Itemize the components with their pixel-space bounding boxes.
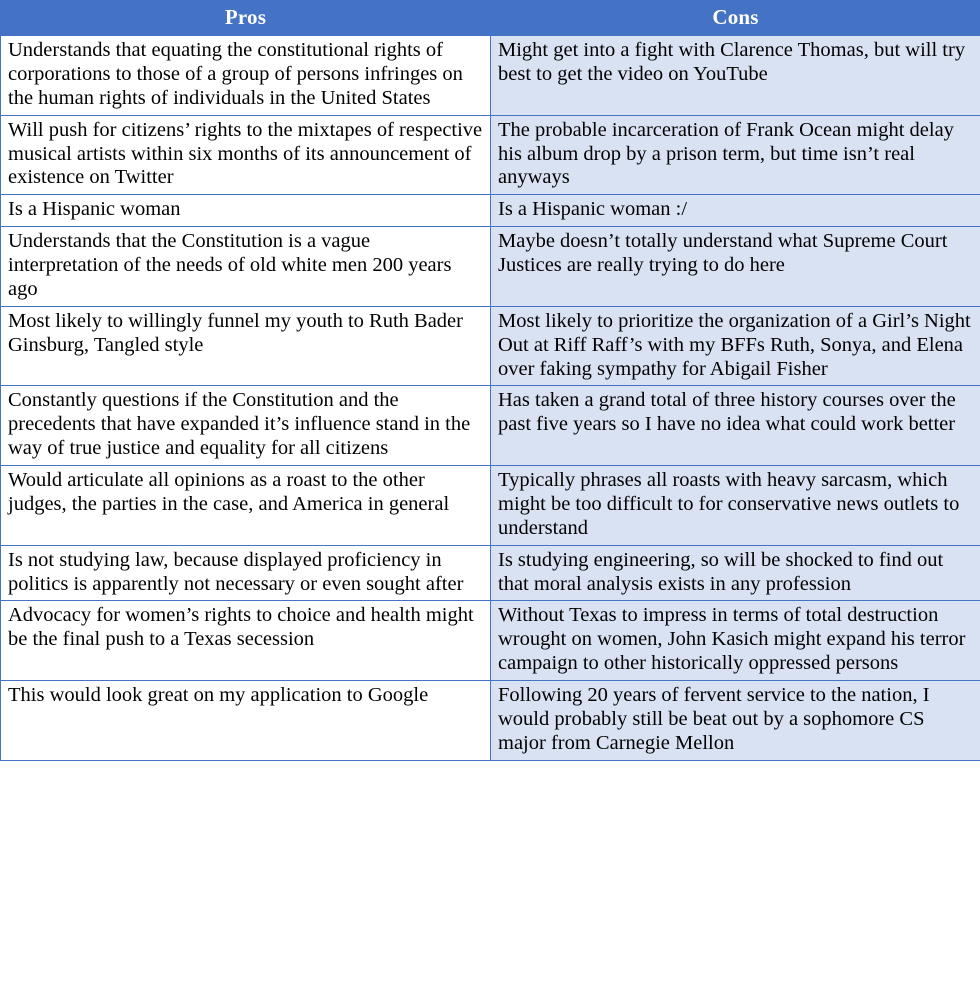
cell-cons: The probable incarceration of Frank Ocean might delay his album drop by a prison term, but time isn’t real anyways xyxy=(491,115,980,195)
cell-cons: Typically phrases all roasts with heavy sarcasm, which might be too difficult to for conservative news outlets to understand xyxy=(491,466,980,546)
cell-pros: Would articulate all opinions as a roast to the other judges, the parties in the case, and America in general xyxy=(1,466,491,546)
table-row xyxy=(1,386,980,466)
table-row xyxy=(1,545,980,601)
table-body xyxy=(1,36,980,761)
column-header-cons: Cons xyxy=(491,1,980,36)
cell-cons: Is studying engineering, so will be shocked to find out that moral analysis exists in any profession xyxy=(491,545,980,601)
table-row xyxy=(1,306,980,386)
table-header-row xyxy=(1,1,980,36)
cell-pros: Will push for citizens’ rights to the mixtapes of respective musical artists within six months of its announcement of existence on Twitter xyxy=(1,115,491,195)
cell-cons: Has taken a grand total of three history courses over the past five years so I have no idea what could work better xyxy=(491,386,980,466)
cell-cons: Following 20 years of fervent service to the nation, I would probably still be beat out by a sophomore CS major from Carnegie Mellon xyxy=(491,681,980,761)
cell-pros: Advocacy for women’s rights to choice and health might be the final push to a Texas secession xyxy=(1,601,491,681)
table-row xyxy=(1,681,980,761)
cell-pros: Understands that the Constitution is a vague interpretation of the needs of old white men 200 years ago xyxy=(1,227,491,307)
cell-cons: Maybe doesn’t totally understand what Supreme Court Justices are really trying to do here xyxy=(491,227,980,307)
cell-cons: Might get into a fight with Clarence Thomas, but will try best to get the video on YouTube xyxy=(491,36,980,116)
cell-cons: Without Texas to impress in terms of total destruction wrought on women, John Kasich might expand his terror campaign to other historically oppressed persons xyxy=(491,601,980,681)
table-row xyxy=(1,466,980,546)
cell-cons: Most likely to prioritize the organization of a Girl’s Night Out at Riff Raff’s with my BFFs Ruth, Sonya, and Elena over faking sympathy for Abigail Fisher xyxy=(491,306,980,386)
column-header-pros: Pros xyxy=(1,1,491,36)
cell-pros: Most likely to willingly funnel my youth to Ruth Bader Ginsburg, Tangled style xyxy=(1,306,491,386)
table-header xyxy=(1,1,980,36)
cell-cons: Is a Hispanic woman :/ xyxy=(491,195,980,227)
table-row xyxy=(1,601,980,681)
cell-pros: Is not studying law, because displayed proficiency in politics is apparently not necessary or even sought after xyxy=(1,545,491,601)
cell-pros: Is a Hispanic woman xyxy=(1,195,491,227)
cell-pros: This would look great on my application to Google xyxy=(1,681,491,761)
cell-pros: Constantly questions if the Constitution and the precedents that have expanded it’s influence stand in the way of true justice and equality for all citizens xyxy=(1,386,491,466)
table-row xyxy=(1,115,980,195)
table-row xyxy=(1,36,980,116)
cell-pros: Understands that equating the constitutional rights of corporations to those of a group of persons infringes on the human rights of individuals in the United States xyxy=(1,36,491,116)
table-row xyxy=(1,195,980,227)
table-row xyxy=(1,227,980,307)
